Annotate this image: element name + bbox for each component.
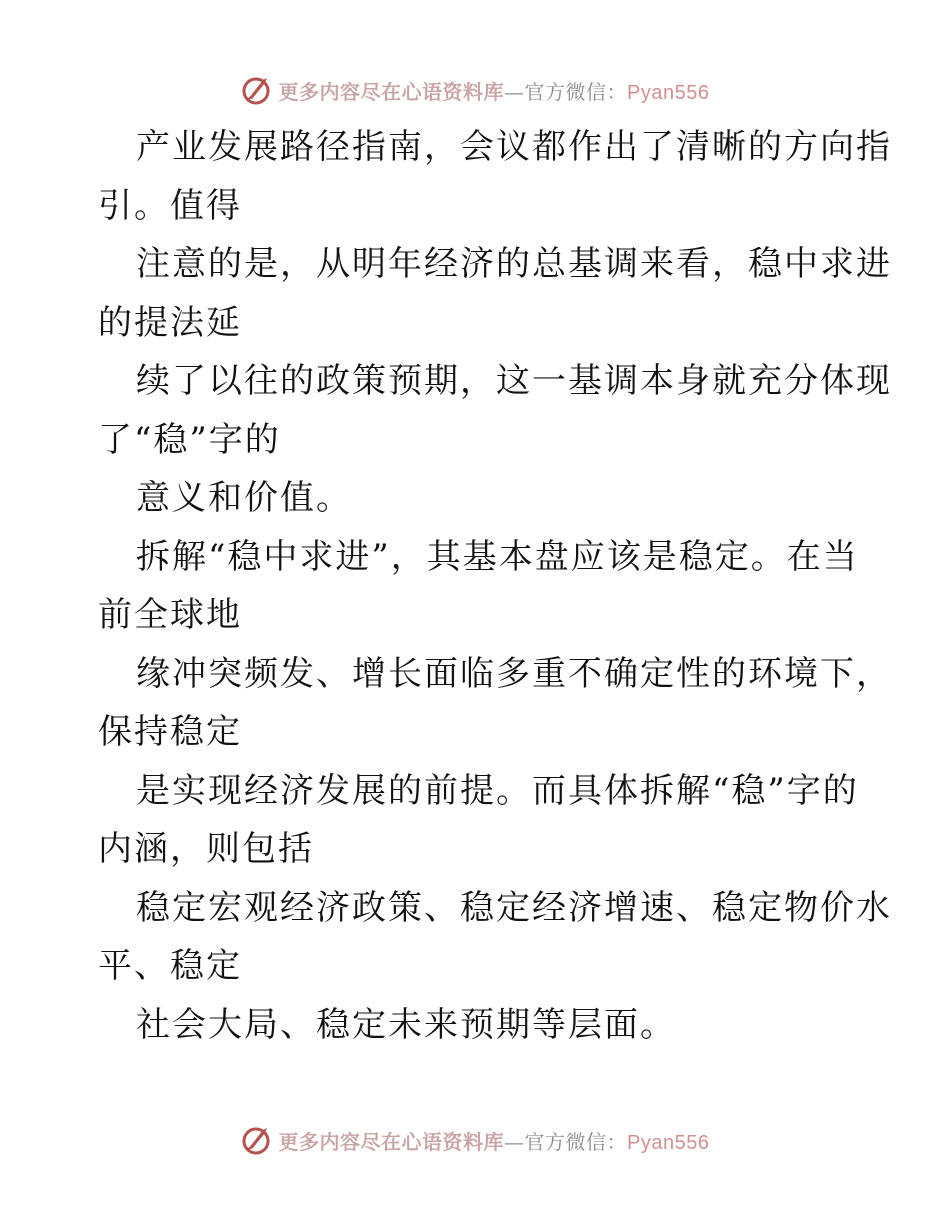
- footer-banner: [0, 1120, 950, 1160]
- text-line: 保持稳定: [98, 712, 242, 752]
- footer-site: 更多内容尽在心语资料库: [278, 1129, 505, 1154]
- text-line: 是实现经济发展的前提。而具体拆解“稳”字的: [136, 770, 859, 811]
- header-text: [279, 76, 710, 105]
- quill-logo-icon: [241, 74, 273, 106]
- text-line: 注意的是，从明年经济的总基调来看，稳中求进: [136, 244, 892, 284]
- quill-logo-icon: [241, 1124, 273, 1156]
- text-line: 产业发展路径指南，会议都作出了清晰的方向指: [136, 127, 892, 167]
- footer-wechat-label: 官方微信：: [524, 1129, 628, 1154]
- header-banner: [0, 70, 950, 110]
- text-line: 拆解“稳中求进”，其基本盘应该是稳定。在当: [136, 536, 859, 577]
- text-line: 内涵，则包括: [98, 829, 314, 869]
- text-line: 续了以往的政策预期，这一基调本身就充分体现: [136, 361, 892, 401]
- text-line: 稳定宏观经济政策、稳定经济增速、稳定物价水: [136, 887, 892, 928]
- text-line: 引。值得: [98, 185, 242, 226]
- text-line: 平、稳定: [98, 946, 242, 986]
- text-line: 了“稳”字的: [98, 419, 281, 460]
- text-line: 的提法延: [98, 302, 242, 343]
- text-line: 前全球地: [98, 595, 242, 635]
- header-wechat-id: Pyan556: [627, 81, 710, 104]
- footer-wechat-id: Pyan556: [627, 1131, 710, 1154]
- header-dash: —: [504, 79, 525, 104]
- footer-dash: —: [504, 1129, 525, 1154]
- body-text: [98, 118, 892, 1054]
- header-site: 更多内容尽在心语资料库: [278, 79, 505, 104]
- footer-text: [279, 1126, 710, 1155]
- header-wechat-label: 官方微信：: [524, 79, 628, 104]
- text-line: 社会大局、稳定未来预期等层面。: [136, 1004, 676, 1045]
- text-line: 缘冲突频发、增长面临多重不确定性的环境下，: [136, 653, 892, 694]
- text-line: 意义和价值。: [136, 478, 352, 518]
